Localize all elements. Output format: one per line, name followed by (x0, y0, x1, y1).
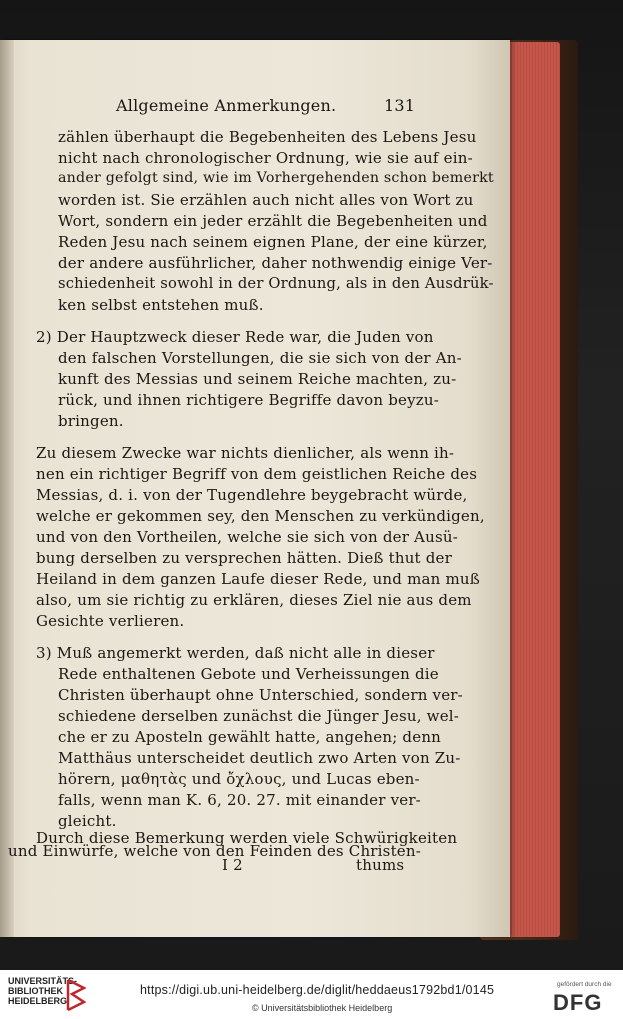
text-line: zählen überhaupt die Begebenheiten des Lebens Jesu (58, 128, 477, 146)
text-line: also, um sie richtig zu erklären, dieses Ziel nie aus dem (36, 591, 472, 609)
text-line: rück, und ihnen richtigere Begriffe davon beyzu- (58, 391, 440, 409)
text-line: 2) Der Hauptzweck dieser Rede war, die Juden von (36, 328, 434, 346)
text-line: ander gefolgt sind, wie im Vorhergehenden schon bemerkt (58, 170, 494, 186)
funding-note: gefördert durch die (557, 981, 612, 988)
text-line: der andere ausführlicher, daher nothwendig einige Ver- (58, 254, 493, 272)
page-number: 131 (384, 96, 416, 115)
text-line: falls, wenn man K. 6, 20. 27. mit einander ver- (58, 791, 421, 809)
text-line: Heiland in dem ganzen Laufe dieser Rede, und man muß (36, 570, 480, 588)
text-line: gleicht. (58, 812, 117, 830)
text-line: und von den Vortheilen, welche sie sich von der Ausü- (36, 528, 458, 546)
permalink-url[interactable]: https://digi.ub.uni-heidelberg.de/diglit/heddaeus1792bd1/0145 (140, 983, 495, 997)
copyright-notice: © Universitätsbibliothek Heidelberg (252, 1003, 393, 1013)
library-name-line: UNIVERSITÄTS- (8, 976, 78, 986)
text-line: ken selbst entstehen muß. (58, 296, 264, 314)
text-line: Zu diesem Zwecke war nichts dienlicher, als wenn ih- (36, 444, 455, 462)
university-library-logo-icon (66, 978, 86, 1012)
page-gutter-shadow (0, 40, 14, 937)
dfg-logo: DFG (553, 990, 603, 1015)
text-line: Reden Jesu nach seinem eignen Plane, der eine kürzer, (58, 233, 488, 251)
text-line: Wort, sondern ein jeder erzählt die Begebenheiten und (58, 212, 488, 230)
text-line: bringen. (58, 412, 124, 430)
text-line: schiedene derselben zunächst die Jünger Jesu, wel- (58, 707, 460, 725)
text-line: hörern, μαθητὰς und ὄχλους, und Lucas eben- (58, 770, 420, 788)
catchword: thums (356, 856, 405, 874)
text-line: nen ein richtiger Begriff von dem geistlichen Reiche des (36, 465, 478, 483)
text-line: welche er gekommen sey, den Menschen zu verkündigen, (36, 507, 485, 525)
text-line: Durch diese Bemerkung werden viele Schwürigkeiten (36, 829, 458, 847)
text-line: nicht nach chronologischer Ordnung, wie sie auf ein- (58, 149, 473, 167)
text-line: Gesichte verlieren. (36, 612, 185, 630)
text-line: worden ist. Sie erzählen auch nicht alles von Wort zu (58, 191, 474, 209)
library-name-line: BIBLIOTHEK (8, 986, 63, 996)
signature-mark: I 2 (222, 856, 243, 874)
text-line: Messias, d. i. von der Tugendlehre beygebracht würde, (36, 486, 468, 504)
text-line: Christen überhaupt ohne Unterschied, sondern ver- (58, 686, 463, 704)
text-line: schiedenheit sowohl in der Ordnung, als in den Ausdrük- (58, 275, 494, 292)
text-line: kunft des Messias und seinem Reiche machten, zu- (58, 370, 457, 388)
text-line: den falschen Vorstellungen, die sie sich von der An- (58, 349, 462, 367)
text-line: und Einwürfe, welche von den Feinden des Christen- (8, 842, 422, 860)
text-line: Rede enthaltenen Gebote und Verheissungen die (58, 665, 439, 683)
text-line: bung derselben zu versprechen hätten. Dieß thut der (36, 549, 453, 567)
text-line: Matthäus unterscheidet deutlich zwo Arten von Zu- (58, 749, 461, 767)
text-line: che er zu Aposteln gewählt hatte, angehen; denn (58, 728, 442, 746)
library-name-line: HEIDELBERG (8, 996, 68, 1006)
running-head: Allgemeine Anmerkungen. (116, 96, 337, 115)
text-line: 3) Muß angemerkt werden, daß nicht alle in dieser (36, 644, 435, 662)
